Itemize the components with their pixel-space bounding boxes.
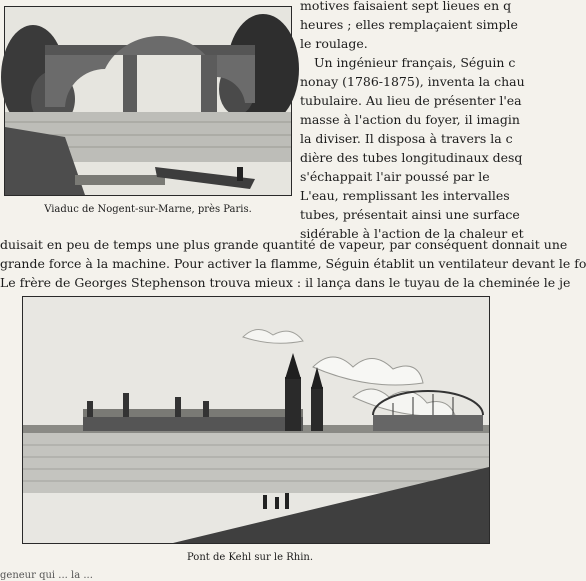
text-line: duisait en peu de temps une plus grande quantité de vapeur, par conséquent donnait une [0, 237, 568, 252]
kehl-bridge-illustration [23, 297, 489, 543]
text-line: Un ingénieur français, Séguin c [314, 55, 516, 70]
cut-off-text-line: geneur qui ... la ... [0, 570, 93, 581]
text-line: s'échappait l'air poussé par le [300, 169, 490, 184]
full-width-text [0, 235, 586, 292]
text-line: sidérable à l'action de la chaleur et [300, 226, 524, 241]
text-line: tubes, présentait ainsi une surface [300, 207, 520, 222]
text-line: dière des tubes longitudinaux desq [300, 150, 523, 165]
viaduct-engraving [4, 6, 292, 196]
text-line: masse à l'action du foyer, il imagin [300, 112, 520, 127]
top-figure-caption: Viaduc de Nogent-sur-Marne, près Paris. [44, 204, 252, 215]
text-line: motives faisaient sept lieues en q [300, 0, 512, 13]
text-line: grande force à la machine. Pour activer la flamme, Séguin établit un ventilateur devant le fo [0, 256, 586, 271]
text-line: tubulaire. Au lieu de présenter l'ea [300, 93, 522, 108]
right-column-text [300, 0, 530, 243]
text-line: la diviser. Il disposa à travers la c [300, 131, 513, 146]
text-line: heures ; elles remplaçaient simple [300, 17, 518, 32]
text-line: nonay (1786-1875), inventa la chau [300, 74, 525, 89]
text-line: le roulage. [300, 36, 368, 51]
bottom-figure-caption: Pont de Kehl sur le Rhin. [186, 552, 314, 563]
kehl-bridge-engraving [22, 296, 490, 544]
text-line: L'eau, remplissant les intervalles [300, 188, 510, 203]
text-line: Le frère de Georges Stephenson trouva mieux : il lança dans le tuyau de la cheminée le je [0, 275, 571, 290]
viaduct-illustration [5, 7, 291, 195]
